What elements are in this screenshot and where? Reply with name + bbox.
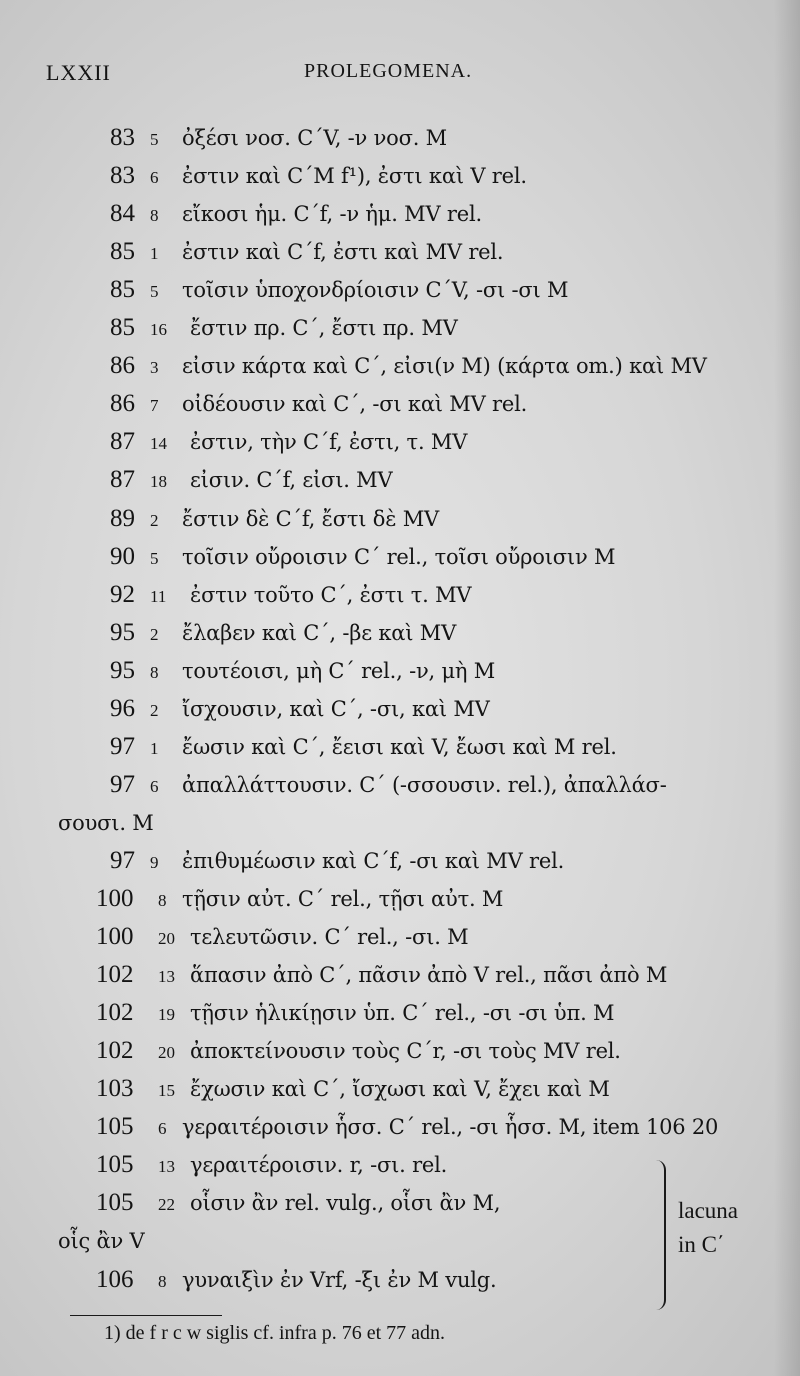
- variant-reading: γυναιξὶν ἐν Vrf, -ξι ἐν M vulg.: [182, 1267, 497, 1292]
- page-number: 106: [96, 1265, 134, 1293]
- variant-reading: ἔωσιν καὶ C΄, ἔεισι καὶ V, ἔωσι καὶ M rel.: [182, 734, 617, 759]
- variant-reading: ἐστιν τοῦτο C΄, ἐστι τ. MV: [190, 582, 472, 607]
- line-number: 15: [158, 1081, 175, 1101]
- line-number: 18: [150, 472, 167, 492]
- variant-reading: ἐπιθυμέωσιν καὶ C΄f, -σι καὶ MV rel.: [182, 848, 565, 873]
- running-title: PROLEGOMENA.: [304, 60, 473, 82]
- variant-reading: ἐστιν καὶ C΄f, ἐστι καὶ MV rel.: [182, 240, 504, 265]
- entry-continuation-text: σουσι. M: [58, 810, 154, 835]
- variant-reading: τῇσιν ἡλικίῃσιν ὑπ. C΄ rel., -σι -σι ὑπ. M: [190, 1001, 615, 1026]
- line-number: 8: [158, 891, 167, 910]
- line-number: 5: [150, 282, 159, 302]
- page-number: 87: [110, 466, 135, 494]
- page-number: 105: [96, 1151, 134, 1179]
- page-number: 85: [110, 276, 135, 304]
- variant-reading: τελευτῶσιν. C΄ rel., -σι. M: [190, 925, 469, 950]
- page-number: 102: [96, 999, 134, 1027]
- page-number: 103: [96, 1075, 134, 1103]
- variant-reading: τοῖσιν ὑποχονδρίοισιν C΄V, -σι -σι M: [182, 278, 569, 303]
- page-number: 105: [96, 1113, 134, 1141]
- line-number: 8: [158, 1271, 167, 1291]
- line-number: 6: [150, 776, 159, 796]
- variant-reading: ἀπαλλάττουσιν. C΄ (-σσουσιν. rel.), ἀπαλλάσ-: [182, 772, 667, 797]
- footnote-rule: [70, 1315, 222, 1316]
- page-header: [46, 60, 746, 100]
- variant-reading: ἔλαβεν καὶ C΄, -βε καὶ MV: [182, 620, 457, 645]
- line-number: 16: [150, 320, 167, 340]
- variant-reading: ἅπασιν ἀπὸ C΄, πᾶσιν ἀπὸ V rel., πᾶσι ἀπὸ M: [190, 963, 668, 988]
- page-number: 83: [110, 162, 135, 190]
- page-number: 96: [110, 694, 135, 722]
- entry-continuation-text: οἷς ἂν V: [58, 1229, 145, 1254]
- variant-reading: γεραιτέροισιν ἧσσ. C΄ rel., -σι ἧσσ. M, item 106 20: [182, 1115, 719, 1140]
- variant-reading: ἔστιν δὲ C΄f, ἔστι δὲ MV: [182, 506, 440, 531]
- line-number: 3: [150, 358, 159, 378]
- page-number: 97: [110, 770, 135, 798]
- lacuna-brace: [650, 1160, 666, 1310]
- line-number: 13: [158, 967, 175, 987]
- variant-reading: εἰσιν. C΄f, εἰσι. MV: [190, 468, 393, 493]
- page-number: 87: [110, 428, 135, 456]
- page-number: 85: [110, 314, 135, 342]
- page-number: 92: [110, 580, 135, 608]
- page-number: 100: [96, 923, 134, 951]
- line-number: 9: [150, 852, 159, 872]
- line-number: 2: [150, 700, 159, 720]
- line-number: 7: [150, 396, 159, 416]
- line-number: 2: [150, 624, 159, 644]
- line-number: 5: [150, 130, 159, 149]
- variant-reading: εἴκοσι ἡμ. C΄f, -ν ἡμ. MV rel.: [182, 202, 482, 227]
- variant-reading: οἷσιν ἂν rel. vulg., οἷσι ἂν M,: [190, 1191, 501, 1216]
- side-note-in-c: in C΄: [678, 1232, 725, 1257]
- line-number: 1: [150, 738, 159, 758]
- folio-number: LXXII: [46, 60, 111, 85]
- variant-reading: τῇσιν αὐτ. C΄ rel., τῇσι αὐτ. M: [182, 887, 504, 911]
- line-number: 11: [150, 586, 167, 606]
- page-number: 86: [110, 352, 135, 380]
- line-number: 6: [158, 1119, 167, 1139]
- variant-reading: ἐστιν, τὴν C΄f, ἐστι, τ. MV: [190, 430, 468, 455]
- page-number: 84: [110, 200, 135, 228]
- variant-reading: οἰδέουσιν καὶ C΄, -σι καὶ MV rel.: [182, 392, 528, 417]
- variant-reading: ἔχωσιν καὶ C΄, ἴσχωσι καὶ V, ἔχει καὶ M: [190, 1077, 610, 1102]
- page-number: 97: [110, 846, 135, 874]
- page-number: 102: [96, 1037, 134, 1065]
- line-number: 1: [150, 244, 159, 264]
- line-number: 14: [150, 434, 167, 454]
- page-number: 89: [110, 504, 135, 532]
- page-number: 85: [110, 238, 135, 266]
- line-number: 13: [158, 1157, 175, 1177]
- page-number: 83: [110, 124, 135, 151]
- line-number: 6: [150, 168, 159, 188]
- page-number: 105: [96, 1189, 134, 1217]
- page-number: 102: [96, 961, 134, 989]
- variant-reading: ἐστιν καὶ C΄M f¹), ἐστι καὶ V rel.: [182, 164, 527, 189]
- variant-reading: ἴσχουσιν, καὶ C΄, -σι, καὶ MV: [182, 696, 490, 721]
- line-number: 22: [158, 1195, 175, 1215]
- page-number: 100: [96, 885, 134, 912]
- side-note-lacuna: lacuna: [678, 1198, 739, 1223]
- page-number: 95: [110, 656, 135, 684]
- variant-reading: τουτέοισι, μὴ C΄ rel., -ν, μὴ M: [182, 658, 496, 683]
- line-number: 20: [158, 929, 175, 949]
- page-number: 97: [110, 732, 135, 760]
- line-number: 2: [150, 510, 159, 530]
- line-number: 19: [158, 1005, 175, 1025]
- variant-reading: τοῖσιν οὔροισιν C΄ rel., τοῖσι οὔροισιν M: [182, 544, 616, 569]
- page-number: 90: [110, 542, 135, 570]
- variant-reading: ἔστιν πρ. C΄, ἔστι πρ. MV: [190, 316, 458, 341]
- variant-reading: γεραιτέροισιν. r, -σι. rel.: [190, 1153, 448, 1178]
- variant-reading: ὀξέσι νοσ. C΄V, -ν νοσ. M: [182, 126, 447, 150]
- variant-reading: εἰσιν κάρτα καὶ C΄, εἰσι(ν M) (κάρτα om.) καὶ MV: [182, 354, 707, 379]
- footnote: 1) de f r c w siglis cf. infra p. 76 et 77 adn.: [104, 1322, 446, 1344]
- line-number: 20: [158, 1043, 175, 1063]
- line-number: 8: [150, 206, 159, 226]
- variant-reading: ἀποκτείνουσιν τοὺς C΄r, -σι τοὺς MV rel.: [190, 1039, 621, 1064]
- line-number: 8: [150, 662, 159, 682]
- page-number: 95: [110, 618, 135, 646]
- page-number: 86: [110, 390, 135, 418]
- line-number: 5: [150, 548, 159, 568]
